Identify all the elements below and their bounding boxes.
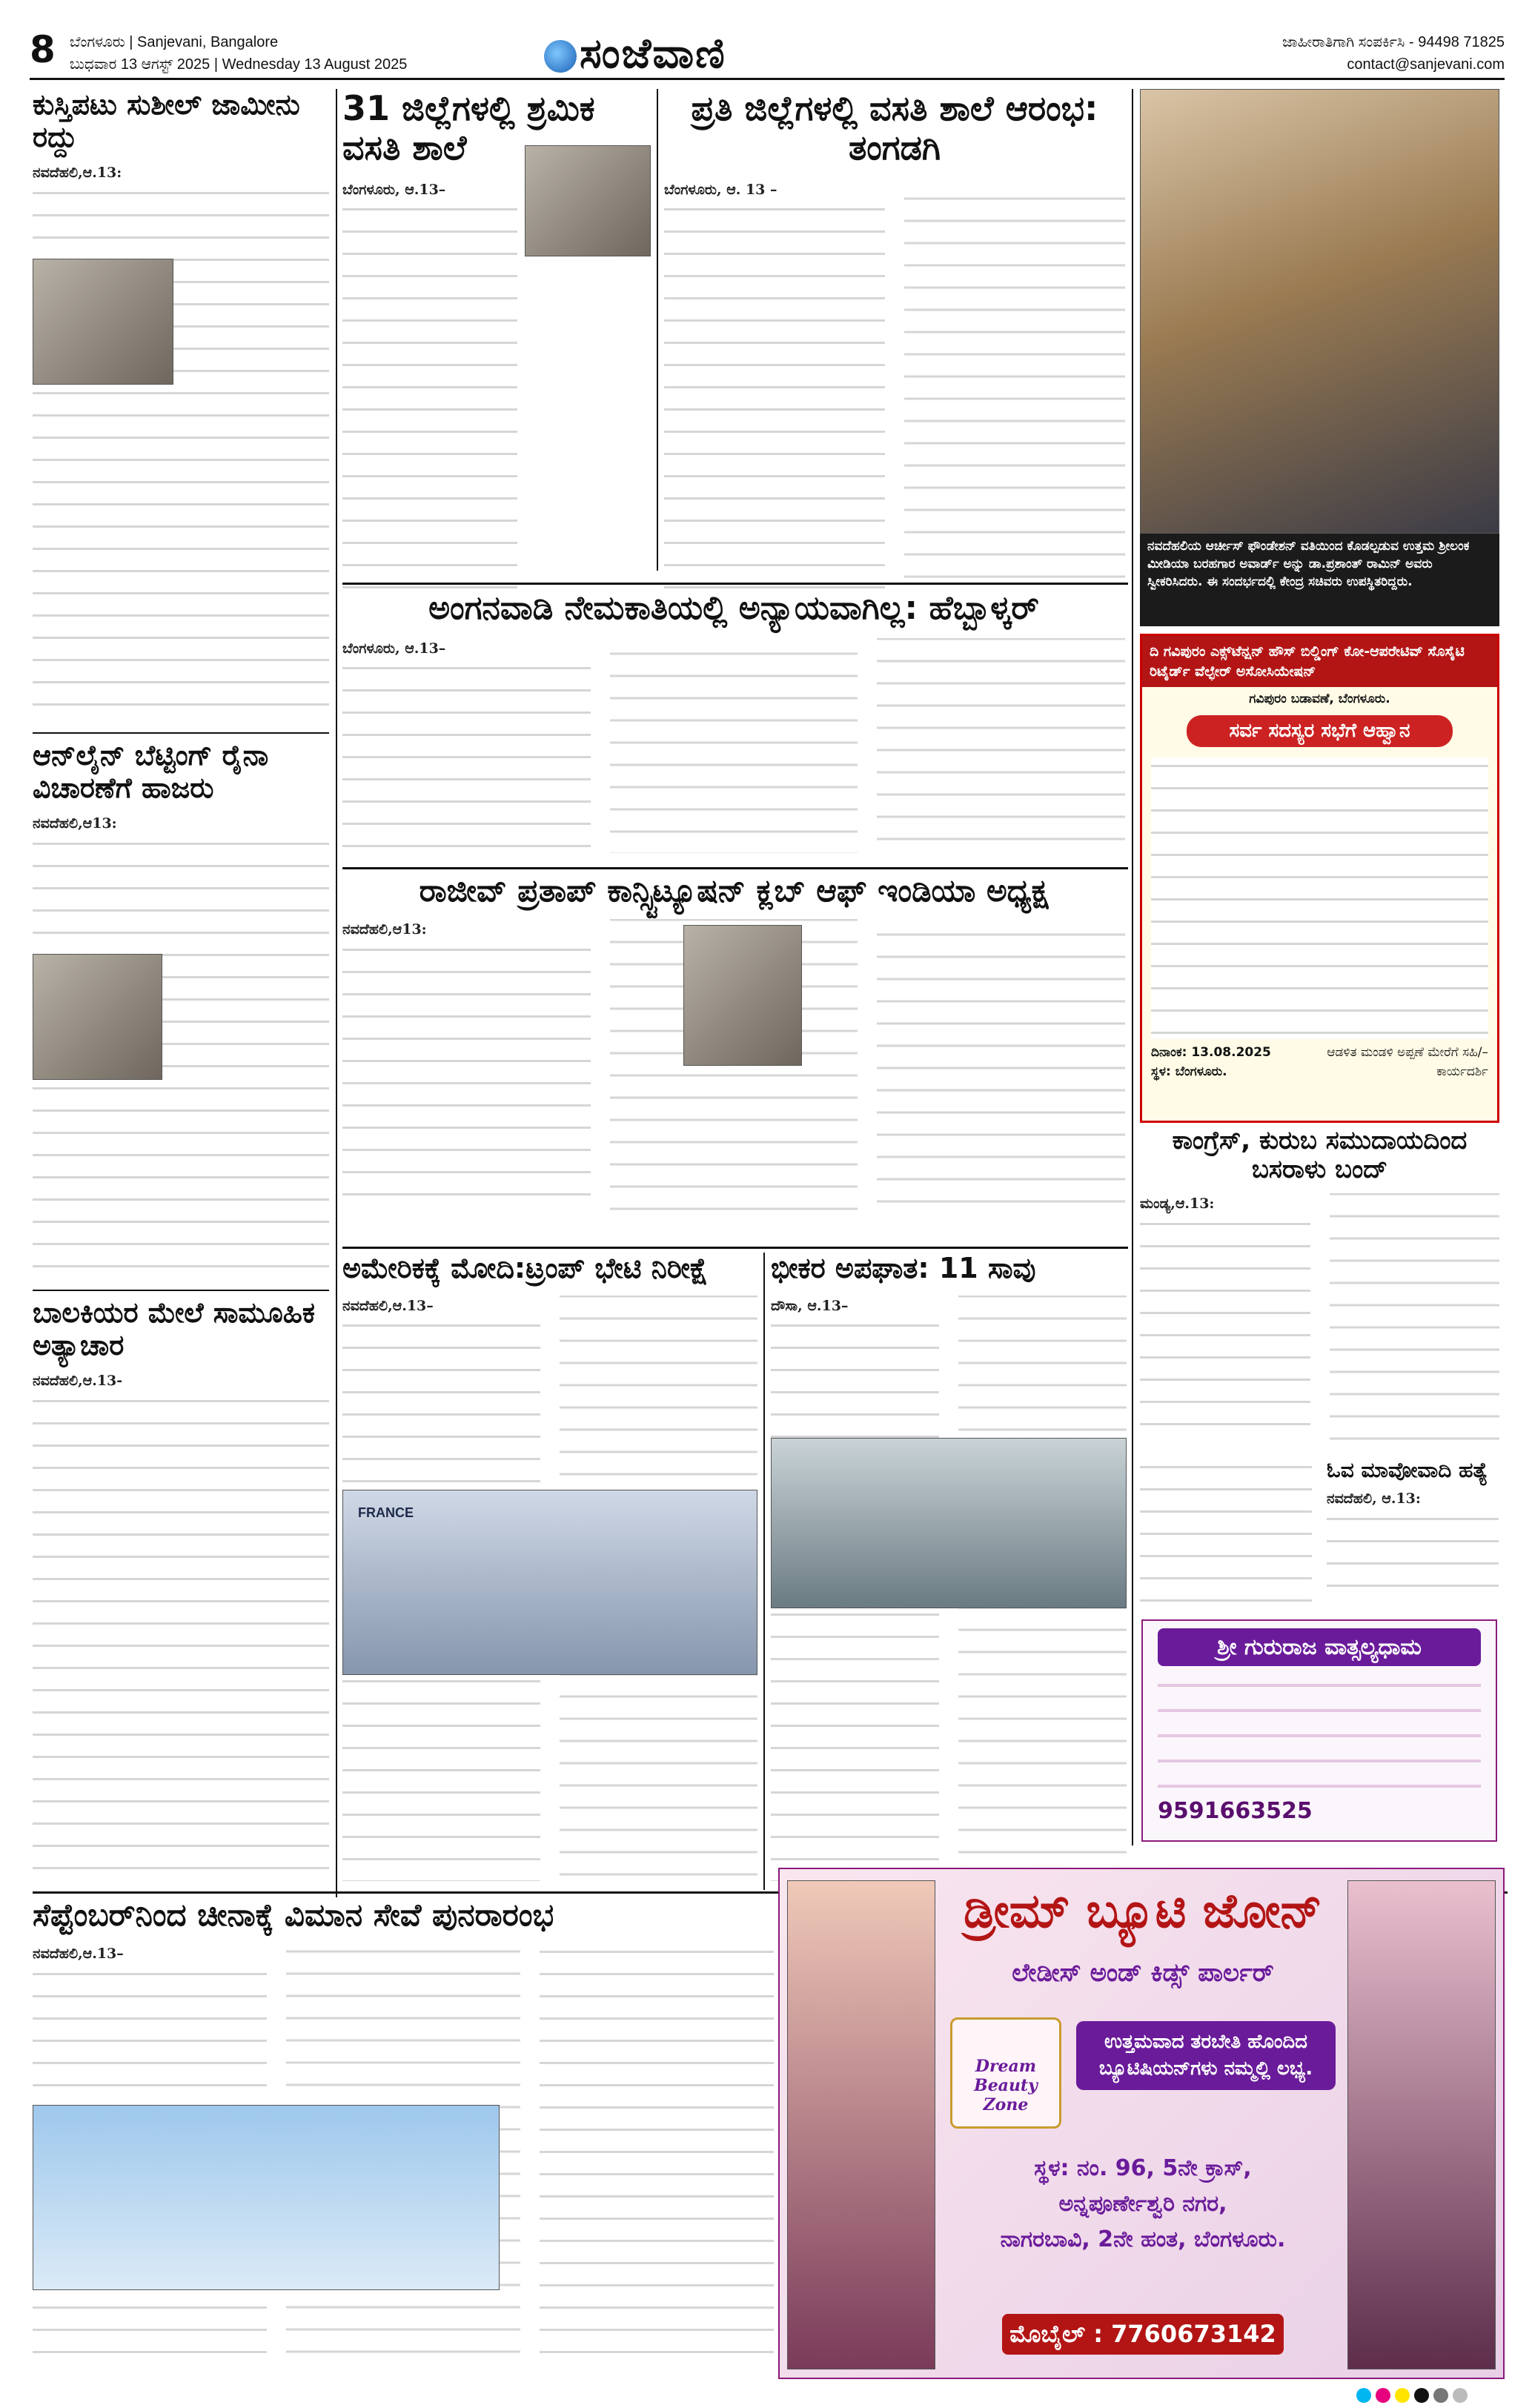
email-link[interactable]: contact@sanjevani.com <box>1347 56 1505 73</box>
headline: ಬಾಲಕಿಯರ ಮೇಲೆ ಸಾಮೂಹಿಕ ಅತ್ಯಾಚಾರ <box>33 1296 315 1361</box>
article-body: ಬೆಂಗಳೂರು, ಆ.13– <box>342 638 1125 853</box>
paper-info <box>70 31 407 76</box>
notice-place: ಗವಿಪುರಂ ಬಡಾವಣೆ, ಬೆಂಗಳೂರು. <box>1249 691 1390 707</box>
beauty-ad-mobile[interactable]: ಮೊಬೈಲ್ : 7760673142 <box>1002 2314 1284 2355</box>
beauty-ad-logo: Dream Beauty Zone <box>950 2017 1061 2129</box>
minister-photo <box>525 145 651 256</box>
cricketer-photo <box>33 954 162 1080</box>
athlete-photo <box>33 259 173 385</box>
article-vasati <box>664 89 1125 578</box>
notice-sign: ಆಡಳಿತ ಮಂಡಳಿ ಅಪ್ಪಣೆ ಮೇರೆಗೆ ಸಹಿ/– ಕಾರ್ಯದರ್ಶಿ <box>1327 1045 1488 1079</box>
article-apaghata <box>771 1253 1127 1890</box>
column-divider <box>1132 89 1133 1845</box>
divider <box>342 1247 1128 1249</box>
divider <box>33 732 329 734</box>
beauty-zone-ad <box>778 1868 1505 2379</box>
beauty-ad-tagline: ಉತ್ತಮವಾದ ತರಬೇತಿ ಹೊಂದಿದ ಬ್ಯೂಟಿಷಿಯನ್‌ಗಳು ನಮ್ಮಲ್ಲಿ ಲಭ್ಯ. <box>1076 2021 1336 2090</box>
photo-tag: FRANCE <box>358 1505 414 1520</box>
article-shramika <box>342 89 651 578</box>
notice-date: ದಿನಾಂಕ: 13.08.2025 <box>1151 1045 1271 1061</box>
article-body: ದೌಸಾ, ಆ.13– <box>771 1296 1127 1881</box>
address-line-1: ಸ್ಥಳ: ನಂ. 96, 5ನೇ ಕ್ರಾಸ್, <box>1034 2155 1252 2181</box>
award-photo-block <box>1140 89 1499 626</box>
article-body: ಬೆಂಗಳೂರು, ಆ.13– <box>342 179 651 594</box>
award-photo <box>1140 89 1499 534</box>
accident-photo <box>771 1438 1127 1608</box>
article-body: ಬೆಂಗಳೂರು, ಆ. 13 – <box>664 179 1125 594</box>
modi-trump-photo <box>342 1490 757 1675</box>
article-anganawadi <box>342 590 1125 864</box>
globe-icon <box>544 40 577 73</box>
address-line-2: ಅನ್ನಪೂರ್ಣೇಶ್ವರಿ ನಗರ, <box>1058 2191 1227 2217</box>
date-line: ಬುಧವಾರ 13 ಆಗಸ್ಟ್ 2025 | Wednesday 13 August 2025 <box>70 56 408 73</box>
notice-org: ದಿ ಗವಿಪುರಂ ಎಕ್ಸ್‌ಟೆನ್ಷನ್ ಹೌಸ್ ಬಿಲ್ಡಿಂಗ್ ಕೋ-ಆಪರೇಟಿವ್ ಸೊಸೈಟಿ ರಿಟೈರ್ಡ್ ವೆಲ್ಫೇರ್ ಅಸೋಸಿಯೇಷನ್ <box>1142 636 1497 687</box>
article-maoist <box>1327 1459 1499 1614</box>
city: ಬೆಂಗಳೂರು <box>70 34 125 50</box>
headline: ಓವ ಮಾವೋವಾದಿ ಹತ್ಯೆ <box>1327 1458 1488 1482</box>
divider <box>342 583 1128 585</box>
photo-caption: ನವದೆಹಲಿಯ ಆರ್ಚೀಸ್ ಫೌಂಡೇಶನ್ ವತಿಯಿಂದ ಕೊಡಲ್ಪಡುವ ಉತ್ತಮ ಶ್ರೀಲಂಕ ಮೀಡಿಯಾ ಬರಹಗಾರ ಅವಾರ್ಡ್ ಅನ್ನು ಡಾ.ಪ್ರಶಾಂತ್ ರಾಮಿನ್ ಅವರು ಸ್ವೀಕರಿಸಿದರು. ಈ ಸಂದರ್ಭದಲ್ಲಿ ಕೇಂದ್ರ ಸಚಿವರು ಉಪಸ್ಥಿತರಿದ್ದರು. <box>1140 534 1499 626</box>
column-divider <box>657 89 658 571</box>
article-continued <box>1140 1459 1312 1614</box>
article-body: ಮಂಡ್ಯ,ಆ.13: <box>1140 1193 1499 1445</box>
headline: ಪ್ರತಿ ಜಿಲ್ಲೆಗಳಲ್ಲಿ ವಸತಿ ಶಾಲೆ ಆರಂಭ: ತಂಗಡಗಿ <box>691 88 1098 168</box>
article-china <box>33 1897 774 2379</box>
headline: ಅಂಗನವಾಡಿ ನೇಮಕಾತಿಯಲ್ಲಿ ಅನ್ಯಾಯವಾಗಿಲ್ಲ: ಹೆಬ್ಬಾಳ್ಕರ್ <box>428 589 1039 627</box>
masthead <box>30 28 1505 80</box>
article-modi <box>342 1253 757 1890</box>
article-body: ನವದೆಹಲಿ,ಆ13: <box>342 919 1125 1215</box>
gururaja-ad-phone[interactable]: 9591663525 <box>1158 1798 1313 1824</box>
article-body: ನವದೆಹಲಿ,ಆ.13- <box>33 1370 329 1882</box>
notice-footer <box>1142 1041 1497 1084</box>
headline: ಆನ್‌ಲೈನ್ ಬೆಟ್ಟಿಂಗ್ ರೈನಾ ವಿಚಾರಣೆಗೆ ಹಾಜರು <box>33 739 269 804</box>
article-raina <box>33 740 329 1284</box>
gururaja-ad-title: ಶ್ರೀ ಗುರುರಾಜ ವಾತ್ಸಲ್ಯಧಾಮ <box>1158 1628 1481 1666</box>
article-body: ನವದೆಹಲಿ,ಆ13: <box>33 813 329 1273</box>
headline: ಭೀಕರ ಅಪಘಾತ: 11 ಸಾವು <box>771 1252 1036 1284</box>
brand-logo: ಸಂಜೆವಾಣಿ <box>541 30 726 79</box>
article-body: ನವದೆಹಲಿ,ಆ.13– <box>342 1296 757 1881</box>
article-body: ನವದೆಹಲಿ,ಆ.13– <box>33 1943 774 2366</box>
headline: 31 ಜಿಲ್ಲೆಗಳಲ್ಲಿ ಶ್ರಮಿಕ ವಸತಿ ಶಾಲೆ <box>342 88 595 168</box>
rajiv-photo <box>683 925 802 1066</box>
headline: ಸೆಪ್ಟೆಂಬರ್‌ನಿಂದ ಚೀನಾಕ್ಕೆ ವಿಮಾನ ಸೇವೆ ಪುನರಾರಂಭ <box>33 1897 554 1933</box>
divider <box>342 867 1128 869</box>
article-sushil <box>33 89 329 726</box>
ad-contact: ಜಾಹೀರಾತಿಗಾಗಿ ಸಂಪರ್ಕಿಸಿ - 94498 71825 <box>1282 34 1505 50</box>
headline: ಕಾಂಗ್ರೆಸ್, ಕುರುಬ ಸಮುದಾಯದಿಂದ ಬಸರಾಳು ಬಂದ್ <box>1172 1126 1468 1185</box>
headline: ಅಮೇರಿಕಕ್ಕೆ ಮೋದಿ:ಟ್ರಂಪ್ ಭೇಟಿ ನಿರೀಕ್ಷೆ <box>342 1252 709 1284</box>
model-photo-right <box>1347 1880 1496 2369</box>
airplane-photo <box>33 2105 500 2290</box>
notice-call: ಸರ್ವ ಸದಸ್ಯರ ಸಭೆಗೆ ಆಹ್ವಾನ <box>1187 715 1453 747</box>
page-number: 8 <box>30 28 56 71</box>
article-rajiv <box>342 873 1125 1244</box>
article-body: ನವದೆಹಲಿ, ಆ.13: <box>1327 1488 1499 1599</box>
beauty-ad-subtitle: ಲೇಡೀಸ್ ಅಂಡ್ ಕಿಡ್ಸ್ ಪಾರ್ಲರ್ <box>1012 1958 1274 1988</box>
gururaja-ad <box>1141 1619 1497 1842</box>
column-divider <box>336 89 337 1897</box>
article-body: ನವದೆಹಲಿ,ಆ.13: <box>33 162 329 718</box>
divider <box>33 1290 329 1291</box>
registration-marks <box>1356 2388 1468 2403</box>
model-photo-left <box>787 1880 935 2369</box>
contact-info <box>1282 31 1505 76</box>
notice-body <box>1142 752 1497 1041</box>
beauty-ad-address <box>950 2151 1336 2258</box>
gururaja-ad-body <box>1158 1674 1481 1792</box>
article-congress <box>1140 1127 1499 1453</box>
column-divider <box>763 1253 765 1890</box>
beauty-ad-title: ಡ್ರೀಮ್ ಬ್ಯೂಟಿ ಜೋನ್ <box>964 1884 1322 1939</box>
paper-name: | Sanjevani, Bangalore <box>129 34 279 50</box>
meeting-notice <box>1140 634 1499 1123</box>
headline: ಕುಸ್ತಿಪಟು ಸುಶೀಲ್ ಜಾಮೀನು ರದ್ದು <box>33 88 300 153</box>
article-balaki <box>33 1297 329 1886</box>
notice-venue: ಸ್ಥಳ: ಬೆಂಗಳೂರು. <box>1151 1064 1227 1079</box>
address-line-3: ನಾಗರಬಾವಿ, 2ನೇ ಹಂತ, ಬೆಂಗಳೂರು. <box>1000 2226 1286 2252</box>
headline: ರಾಜೀವ್ ಪ್ರತಾಪ್ ಕಾನ್ಸ್ಟಿಟ್ಯೂಷನ್ ಕ್ಲಬ್ ಆಫ್ ಇಂಡಿಯಾ ಅಧ್ಯಕ್ಷ <box>419 872 1049 909</box>
